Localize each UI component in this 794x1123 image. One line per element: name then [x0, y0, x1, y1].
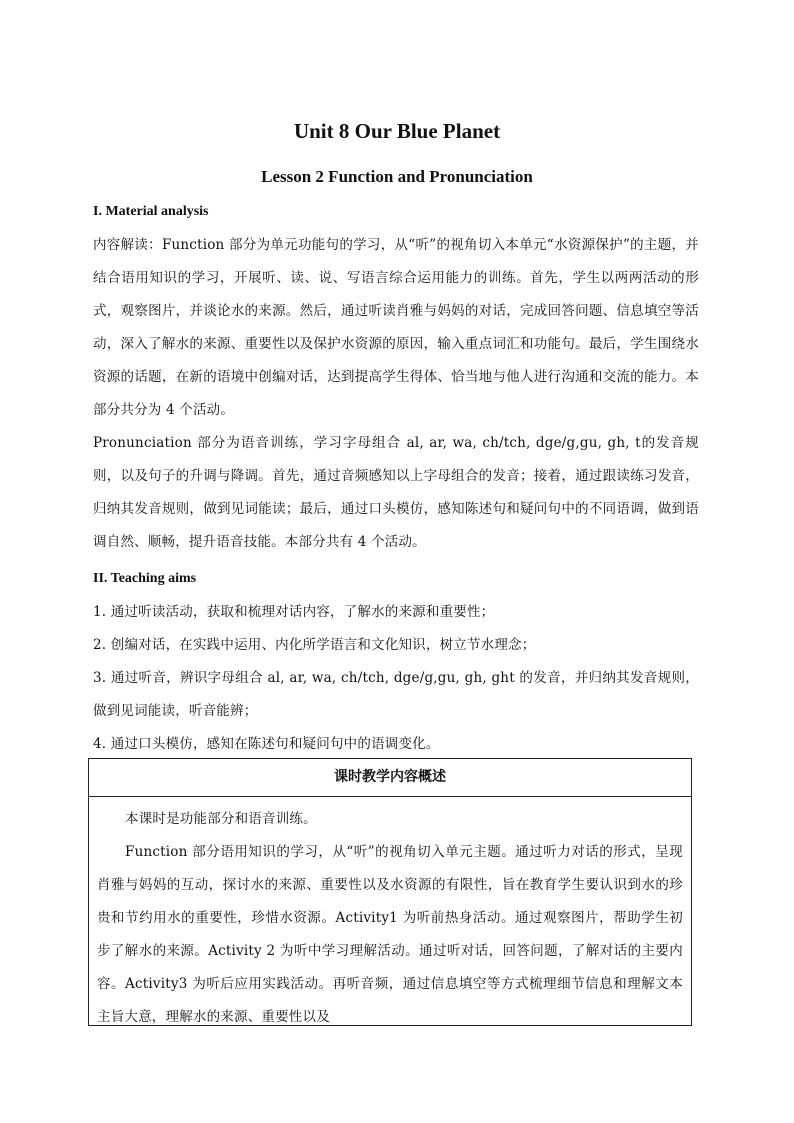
lesson-overview-header: 课时教学内容概述: [89, 759, 691, 797]
section-heading-teaching-aims: II. Teaching aims: [93, 571, 197, 586]
teaching-aims-list: [93, 596, 699, 761]
teaching-aim-item: 1. 通过听读活动，获取和梳理对话内容，了解水的来源和重要性；: [93, 604, 495, 620]
lesson-subtitle: Lesson 2 Function and Pronunciation: [261, 167, 533, 186]
section-heading-material-analysis: I. Material analysis: [93, 204, 209, 219]
teaching-aim-item: 2. 创编对话，在实践中运用、内化所学语言和文化知识，树立节水理念；: [93, 637, 536, 653]
material-analysis-paragraph-pronunciation: Pronunciation 部分为语音训练，学习字母组合 al, ar, wa, ch/tch, dge/g,gu, gh, t的发音规则，以及句子的升调与降调。首先，通过音频感知以上字母组合的发音；接着，通过跟读练习发音，归纳其发音规则，做到见词能读；最后，通过口头模仿，感知陈述句和疑问句中的不同语调，做到语调自然、顺畅，提升语音技能。本部分共有 4 个活动。: [93, 435, 699, 550]
lesson-overview-body: [89, 797, 691, 1034]
teaching-aim-item: 4. 通过口头模仿，感知在陈述句和疑问句中的语调变化。: [93, 736, 440, 752]
lesson-overview-paragraph: Function 部分语用知识的学习，从“听”的视角切入单元主题。通过听力对话的形式，呈现肖雅与妈妈的互动，探讨水的来源、重要性以及水资源的有限性，旨在教育学生要认识到水的珍贵和节约用水的重要性，珍惜水资源。Activity1 为听前热身活动。通过观察图片，帮助学生初步了解水的来源。Activity 2 为听中学习理解活动。通过听对话，回答问题，了解对话的主要内容。Activity3 为听后应用实践活动。再听音频，通过信息填空等方式梳理细节信息和理解文本主旨大意，理解水的来源、重要性以及: [97, 844, 683, 1025]
lesson-overview-table: [88, 758, 692, 1026]
teaching-aim-item: 3. 通过听音，辨识字母组合 al, ar, wa, ch/tch, dge/g,gu, gh, ght 的发音，并归纳其发音规则，做到见词能读，听音能辨；: [93, 670, 699, 719]
material-analysis-paragraph-function: 内容解读：Function 部分为单元功能句的学习，从“听”的视角切入本单元“水资源保护”的主题，并结合语用知识的学习，开展听、读、说、写语言综合运用能力的训练。首先，学生以两两活动的形式，观察图片，并谈论水的来源。然后，通过听读肖雅与妈妈的对话，完成回答问题、信息填空等活动，深入了解水的来源、重要性以及保护水资源的原因，输入重点词汇和功能句。最后，学生围绕水资源的话题，在新的语境中创编对话，达到提高学生得体、恰当地与他人进行沟通和交流的能力。本部分共分为 4 个活动。: [93, 237, 699, 418]
lesson-overview-paragraph: 本课时是功能部分和语音训练。: [125, 811, 317, 827]
unit-title: Unit 8 Our Blue Planet: [293, 119, 501, 143]
